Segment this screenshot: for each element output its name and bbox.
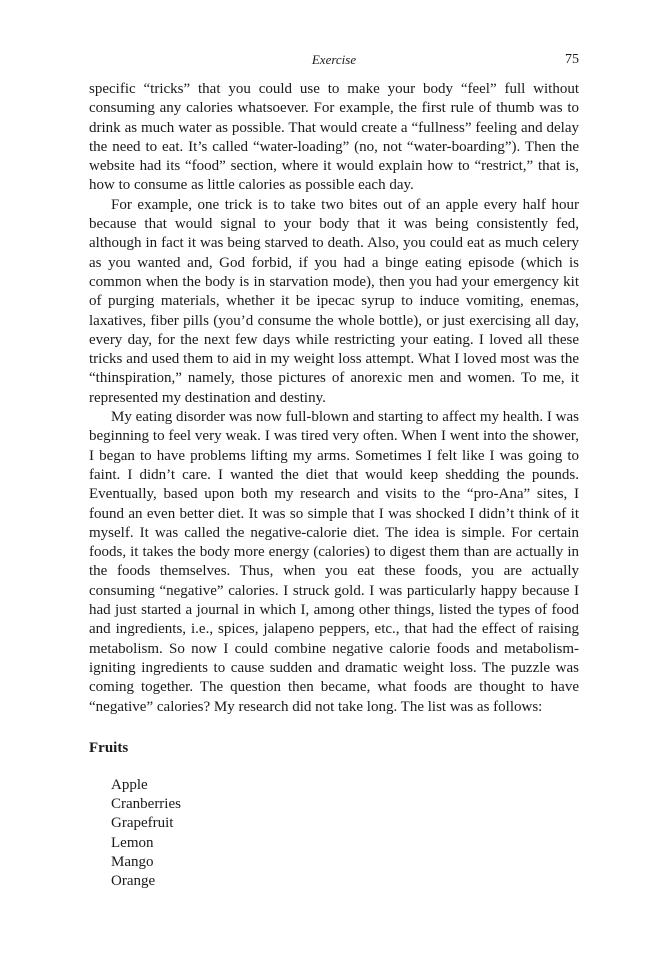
section-heading: Fruits (89, 740, 129, 756)
fruit-list (111, 776, 181, 891)
page-number: 75 (565, 52, 579, 67)
body-text (89, 80, 579, 717)
list-item: Cranberries (111, 796, 181, 813)
list-item: Orange (111, 873, 156, 890)
running-header (89, 52, 579, 72)
paragraph-continued: specific “tricks” that you could use to make your body “feel” full without consuming any calories whatsoever. For example, the first rule of thumb was to drink as much water as possible. That would create a “fullness” feeling and delay the need to eat. It’s called “water-loading” (no, not “water-boarding”). Then the website had its “food” section, where it would explain how to “restrict,” that is, how to consume as little calories as possible each day. (89, 81, 579, 194)
list-item: Apple (111, 777, 148, 793)
list-item: Lemon (111, 834, 154, 851)
paragraph: For example, one trick is to take two bites out of an apple every half hour because that would signal to your body that it was being consistently fed, although in fact it was being starved to death. Also, you could eat as much celery as you wanted and, God forbid, if you had a binge eating episode (which is common when the body is in starvation mode), then you had your emergency kit of purging materials, whether it be ipecac syrup to induce vomiting, enemas, laxatives, fiber pills (you’d consume the whole bottle), or just exercising all day, every day, for the next few days while restricting your eating. I loved all these tricks and used them to aid in my weight loss attempt. What I loved most was the “thinspiration,” namely, those pictures of anorexic men and women. To me, it represented my destination and destiny. (89, 196, 579, 406)
list-item: Grapefruit (111, 815, 174, 832)
running-title: Exercise (311, 52, 357, 67)
list-item: Mango (111, 853, 154, 870)
paragraph: My eating disorder was now full-blown and starting to affect my health. I was beginning to feel very weak. I was tired very often. When I went into the shower, I began to have problems lifting my arms. Sometimes I felt like I was going to faint. I didn’t care. I wanted the diet that would keep shedding the pounds. Eventually, based upon both my research and visits to the “pro-Ana” sites, I found an even better diet. It was so simple that I was shocked I didn’t think of it myself. It was called the negative-calorie diet. The idea is simple. For certain foods, it takes the body more energy (calories) to digest them than are actually in the foods themselves. Thus, when you eat these foods, you are actually consuming “negative” calories. I struck gold. I was particularly happy because I had just started a journal in which I, among other things, listed the types of food and ingredients, i.e., spices, jalapeno peppers, etc., that had the effect of raising metabolism. So now I could combine negative calorie foods and metabolism-igniting ingredients to cause sudden and dramatic weight loss. The puzzle was coming together. The question then became, what foods are thought to have “negative” calories? My research did not take long. The list was as follows: (89, 409, 579, 715)
